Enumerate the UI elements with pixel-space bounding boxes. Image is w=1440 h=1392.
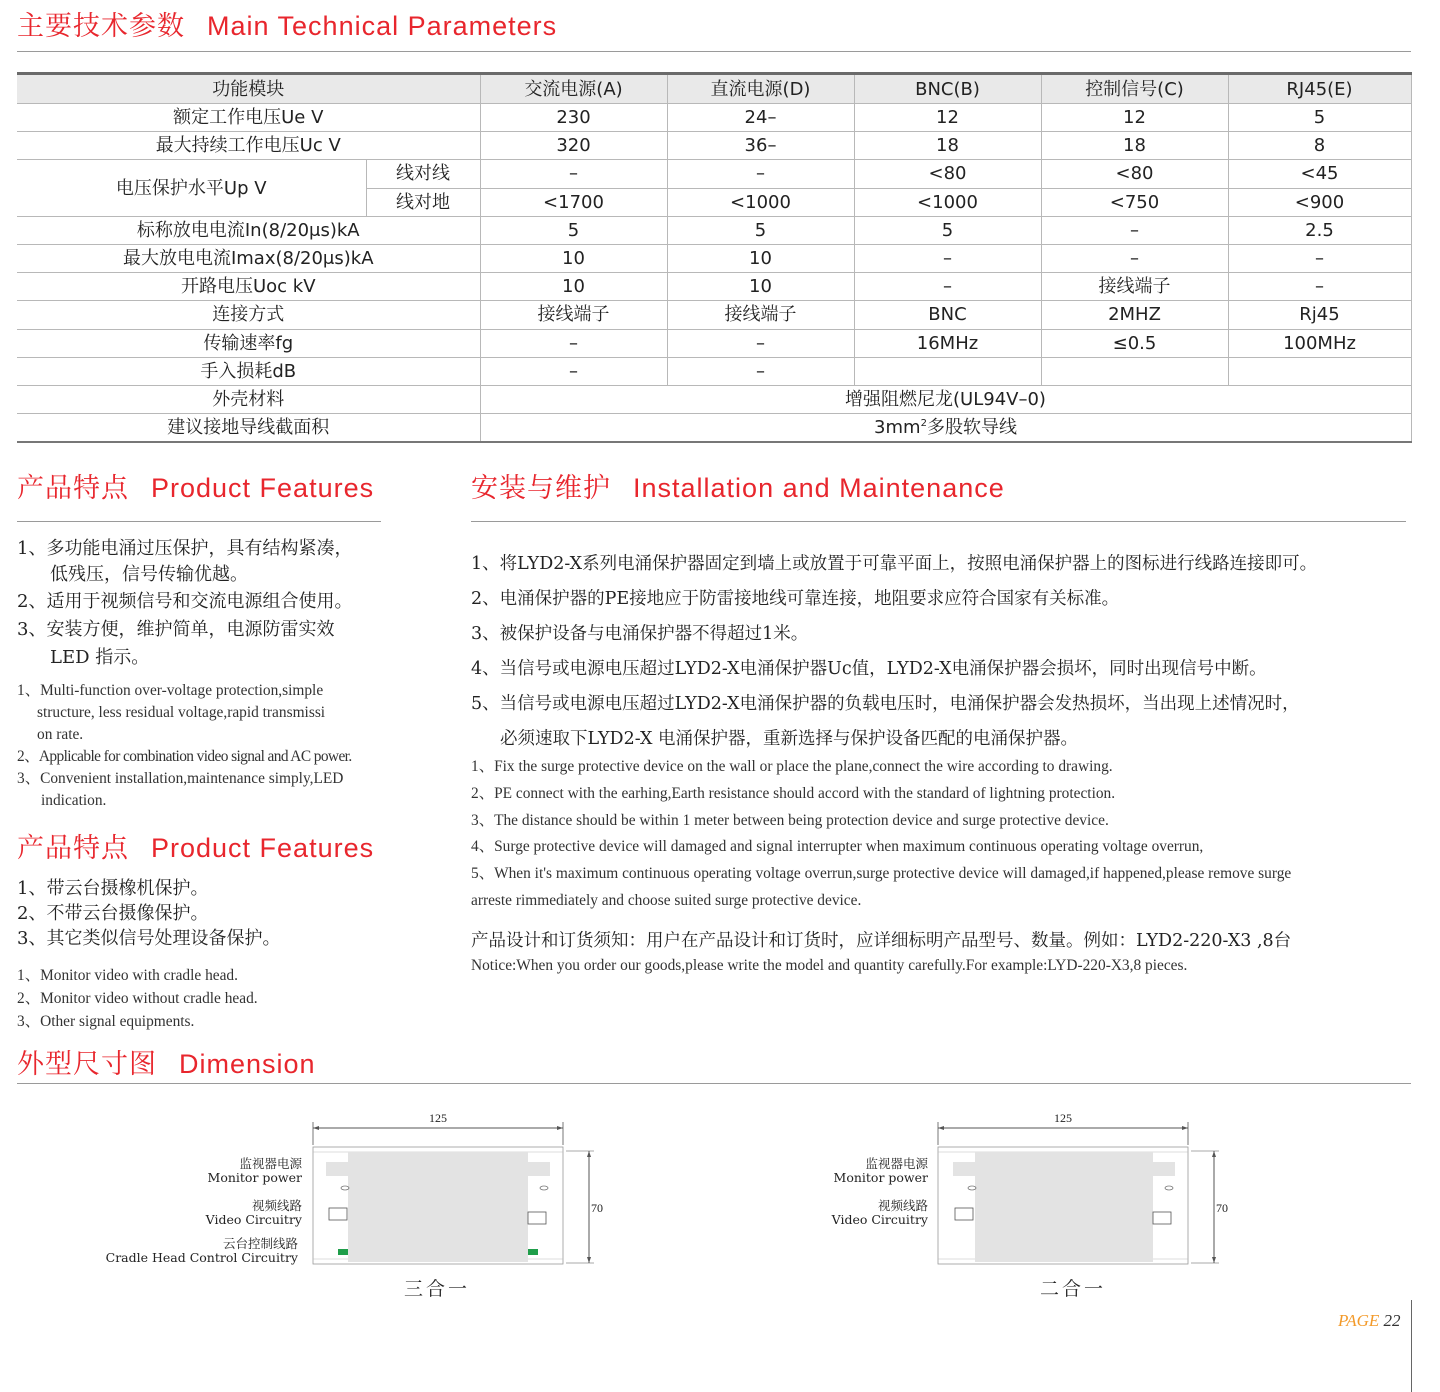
table-row: [17, 104, 1411, 132]
table-cell: <1700: [480, 188, 667, 216]
list-item: indication.: [41, 792, 107, 809]
table-cell: 24–: [667, 104, 854, 132]
section-title-features-zh: 产品特点: [17, 473, 129, 503]
table-cell: 接线端子: [480, 301, 667, 329]
list-item: 2、Monitor video without cradle head.: [17, 990, 258, 1007]
table-cell: –: [480, 160, 667, 188]
section-title-dimension: [17, 1042, 316, 1081]
order-notice-en: Notice:When you order our goods,please write the model and quantity carefully.For example:LYD-220-X3,8 pieces.: [471, 957, 1188, 974]
table-cell: 12: [1041, 104, 1228, 132]
page-edge-line: [1411, 1300, 1412, 1392]
list-item: 2、适用于视频信号和交流电源组合使用。: [17, 591, 353, 612]
table-cell: 5: [854, 216, 1041, 244]
section-title-install-en: Installation and Maintenance: [633, 473, 1005, 503]
row-label: 最大放电电流Imax(8/20μs)kA: [17, 244, 480, 272]
list-item: 2、PE connect with the earhing,Earth resistance should accord with the standard of lightning protection.: [471, 784, 1116, 802]
list-item: 1、多功能电涌过压保护，具有结构紧凑，: [17, 538, 353, 559]
row-label: 建议接地导线截面积: [17, 414, 480, 443]
divider: [17, 1083, 1411, 1084]
table-cell: [480, 414, 1411, 443]
table-cell: 18: [1041, 132, 1228, 160]
table-cell: –: [1041, 216, 1228, 244]
table-cell: 接线端子: [667, 301, 854, 329]
order-notice-zh: 产品设计和订货须知：用户在产品设计和订货时，应详细标明产品型号、数量。例如：LYD2-220-X3 ,8台: [471, 931, 1292, 951]
label-en: Video Circuitry: [205, 1212, 302, 1227]
label-zh: 监视器电源: [239, 1156, 302, 1171]
label-zh: 视频线路: [877, 1198, 928, 1213]
table-cell: Rj45: [1228, 301, 1411, 329]
list-item: 3、安装方便，维护简单，电源防雷实效: [17, 619, 335, 640]
table-cell: 5: [1228, 104, 1411, 132]
section-title-features: [17, 466, 374, 505]
table-cell: <80: [854, 160, 1041, 188]
row-label: 手入损耗dB: [17, 357, 480, 385]
table-cell: –: [854, 273, 1041, 301]
table-header-row: [17, 74, 1411, 104]
width-label: 125: [1054, 1111, 1072, 1125]
list-item: 4、Surge protective device will damaged and signal interrupter when maximum continuous operating voltage overrun,: [471, 838, 1204, 856]
table-cell: 5: [480, 216, 667, 244]
list-item: 3、Convenient installation,maintenance simply,LED: [17, 770, 344, 787]
module-body: [348, 1152, 528, 1262]
terminal-power: [1153, 1162, 1175, 1176]
list-item: 低残压，信号传输优越。: [50, 564, 248, 585]
terminal-power: [326, 1162, 348, 1176]
section-title-install: [471, 466, 1005, 505]
spec-table: [17, 72, 1412, 443]
table-cell: [854, 357, 1041, 385]
table-cell: 10: [480, 273, 667, 301]
table-cell: <1000: [854, 188, 1041, 216]
section-title-install-zh: 安装与维护: [471, 473, 611, 503]
dimension-drawing-3in1: [300, 1105, 620, 1275]
features2-en-list: [17, 964, 258, 1033]
table-cell: [1041, 357, 1228, 385]
table-cell: 12: [854, 104, 1041, 132]
divider: [17, 521, 381, 522]
page-label: PAGE: [1338, 1311, 1380, 1330]
table-cell: –: [480, 329, 667, 357]
list-item: 2、电涌保护器的PE接地应于防雷接地线可靠连接，地阻要求应符合国家有关标准。: [471, 589, 1120, 609]
list-item: 4、当信号或电源电压超过LYD2-X电涌保护器Uc值，LYD2-X电涌保护器会损坏，同时出现信号中断。: [471, 659, 1267, 679]
label-en: Monitor power: [207, 1170, 302, 1185]
table-header-cell: 功能模块: [17, 74, 480, 104]
superscript: 2: [920, 418, 927, 430]
table-row: [17, 273, 1411, 301]
list-item: 3、The distance should be within 1 meter between being protection device and surge protective device.: [471, 811, 1109, 829]
label-monitor-power-2: [746, 1157, 928, 1185]
list-item: LED 指示。: [50, 647, 150, 668]
table-header-cell: 交流电源(A): [480, 74, 667, 104]
table-cell: <750: [1041, 188, 1228, 216]
indicator-led: [528, 1249, 538, 1255]
row-label: 电压保护水平Up V: [17, 160, 366, 216]
row-sublabel: 线对地: [366, 188, 480, 216]
table-cell: <80: [1041, 160, 1228, 188]
page-number: [1338, 1311, 1401, 1331]
divider: [471, 521, 1406, 522]
module-body: [975, 1152, 1153, 1262]
list-item: 必须速取下LYD2-X 电涌保护器，重新选择与保护设备匹配的电涌保护器。: [500, 729, 1079, 749]
list-item: 1、Multi-function over-voltage protection,simple: [17, 682, 324, 699]
features-zh-list: [17, 535, 352, 672]
indicator-led: [338, 1249, 348, 1255]
label-en: Cradle Head Control Circuitry: [105, 1250, 298, 1265]
table-row: [17, 244, 1411, 272]
list-item: 1、Monitor video with cradle head.: [17, 967, 238, 984]
table-cell: 10: [667, 244, 854, 272]
list-item: 3、被保护设备与电涌保护器不得超过1米。: [471, 624, 809, 644]
list-item: 3、其它类似信号处理设备保护。: [17, 928, 281, 949]
table-cell: BNC: [854, 301, 1041, 329]
terminal-power: [528, 1162, 550, 1176]
label-video-circuitry-2: [746, 1199, 928, 1227]
table-cell: ≤0.5: [1041, 329, 1228, 357]
row-label: 外壳材料: [17, 385, 480, 413]
table-cell: 36–: [667, 132, 854, 160]
terminal-video: [955, 1208, 973, 1220]
list-item: 2、不带云台摄像保护。: [17, 903, 209, 924]
table-cell: –: [667, 329, 854, 357]
section-title-tech: [17, 4, 557, 43]
table-header-cell: 控制信号(C): [1041, 74, 1228, 104]
section-title-tech-zh: 主要技术参数: [17, 11, 185, 41]
label-en: Video Circuitry: [831, 1212, 928, 1227]
table-cell: 5: [667, 216, 854, 244]
table-row: [17, 385, 1411, 413]
table-header-cell: 直流电源(D): [667, 74, 854, 104]
list-item: 2、Applicable for combination video signal and AC power.: [17, 748, 352, 765]
table-cell: 8: [1228, 132, 1411, 160]
row-label: 连接方式: [17, 301, 480, 329]
table-cell: 16MHz: [854, 329, 1041, 357]
table-row: [17, 160, 1411, 188]
list-item: 3、Other signal equipments.: [17, 1013, 195, 1030]
features-en-list: [17, 680, 352, 812]
table-cell: –: [667, 357, 854, 385]
list-item: arreste rimmediately and choose suited surge protective device.: [471, 891, 862, 909]
label-zh: 云台控制线路: [222, 1236, 298, 1251]
terminal-video: [329, 1208, 347, 1220]
row-label: 最大持续工作电压Uc V: [17, 132, 480, 160]
table-row: [17, 216, 1411, 244]
table-row: [17, 414, 1411, 443]
table-cell: 230: [480, 104, 667, 132]
label-cradle-head: [100, 1237, 298, 1265]
table-cell: –: [1228, 273, 1411, 301]
table-cell: 18: [854, 132, 1041, 160]
divider: [17, 51, 1411, 52]
height-label: 70: [591, 1201, 603, 1215]
list-item: 5、When it's maximum continuous operating voltage overrun,surge protective device will damaged,if happened,please remove surge: [471, 865, 1292, 883]
table-cell: <900: [1228, 188, 1411, 216]
table-cell: 320: [480, 132, 667, 160]
list-item: 1、带云台摄橡机保护。: [17, 878, 209, 899]
row-sublabel: 线对线: [366, 160, 480, 188]
features2-zh-list: [17, 876, 280, 951]
row-label: 标称放电电流In(8/20μs)kA: [17, 216, 480, 244]
table-cell: [1228, 357, 1411, 385]
list-item: structure, less residual voltage,rapid transmissi: [37, 704, 326, 721]
table-cell: –: [1041, 244, 1228, 272]
list-item: 1、将LYD2-X系列电涌保护器固定到墙上或放置于可靠平面上，按照电涌保护器上的图标进行线路连接即可。: [471, 554, 1318, 574]
table-cell: 2MHZ: [1041, 301, 1228, 329]
install-en-list: [471, 754, 1291, 915]
table-cell: –: [854, 244, 1041, 272]
label-en: Monitor power: [833, 1170, 928, 1185]
table-cell: 接线端子: [1041, 273, 1228, 301]
section-title-features-2: [17, 826, 374, 865]
list-item: on rate.: [37, 726, 84, 743]
section-title-features-en: Product Features: [151, 473, 375, 503]
list-item: 1、Fix the surge protective device on the wall or place the plane,connect the wire according to drawing.: [471, 758, 1113, 775]
install-zh-list: [471, 547, 1317, 757]
table-cell: –: [667, 160, 854, 188]
table-row: [17, 132, 1411, 160]
page-number-value: 22: [1383, 1311, 1401, 1330]
table-cell: <45: [1228, 160, 1411, 188]
section-title-features-2-en: Product Features: [151, 833, 375, 863]
table-cell: 10: [480, 244, 667, 272]
table-row: [17, 329, 1411, 357]
caption-3in1: 三合一: [404, 1278, 471, 1300]
row-label: 开路电压Uoc kV: [17, 273, 480, 301]
dimension-drawing-2in1: [925, 1105, 1245, 1275]
terminal-power: [953, 1162, 975, 1176]
table-header-cell: RJ45(E): [1228, 74, 1411, 104]
section-title-dimension-zh: 外型尺寸图: [17, 1049, 157, 1079]
table-cell: –: [480, 357, 667, 385]
list-item: 5、当信号或电源电压超过LYD2-X电涌保护器的负载电压时，电涌保护器会发热损坏，当出现上述情况时，: [471, 694, 1300, 714]
ground-wire-value: 3mm: [874, 417, 921, 439]
terminal-video: [528, 1212, 546, 1224]
ground-wire-value-suffix: 多股软导线: [926, 417, 1017, 439]
label-zh: 监视器电源: [865, 1156, 928, 1171]
row-label: 额定工作电压Ue V: [17, 104, 480, 132]
terminal-video: [1153, 1212, 1171, 1224]
table-row: [17, 301, 1411, 329]
section-title-tech-en: Main Technical Parameters: [207, 11, 558, 41]
table-cell: <1000: [667, 188, 854, 216]
section-title-features-2-zh: 产品特点: [17, 833, 129, 863]
width-label: 125: [429, 1111, 447, 1125]
table-cell: 增强阻燃尼龙(UL94V–0): [480, 385, 1411, 413]
height-label: 70: [1216, 1201, 1228, 1215]
label-zh: 视频线路: [251, 1198, 302, 1213]
table-cell: –: [1228, 244, 1411, 272]
table-cell: 10: [667, 273, 854, 301]
row-label: 传输速率fg: [17, 329, 480, 357]
label-monitor-power: [120, 1157, 302, 1185]
section-title-dimension-en: Dimension: [179, 1049, 316, 1079]
table-cell: 100MHz: [1228, 329, 1411, 357]
table-row: [17, 357, 1411, 385]
table-header-cell: BNC(B): [854, 74, 1041, 104]
label-video-circuitry: [120, 1199, 302, 1227]
caption-2in1: 二合一: [1040, 1278, 1107, 1300]
table-cell: 2.5: [1228, 216, 1411, 244]
